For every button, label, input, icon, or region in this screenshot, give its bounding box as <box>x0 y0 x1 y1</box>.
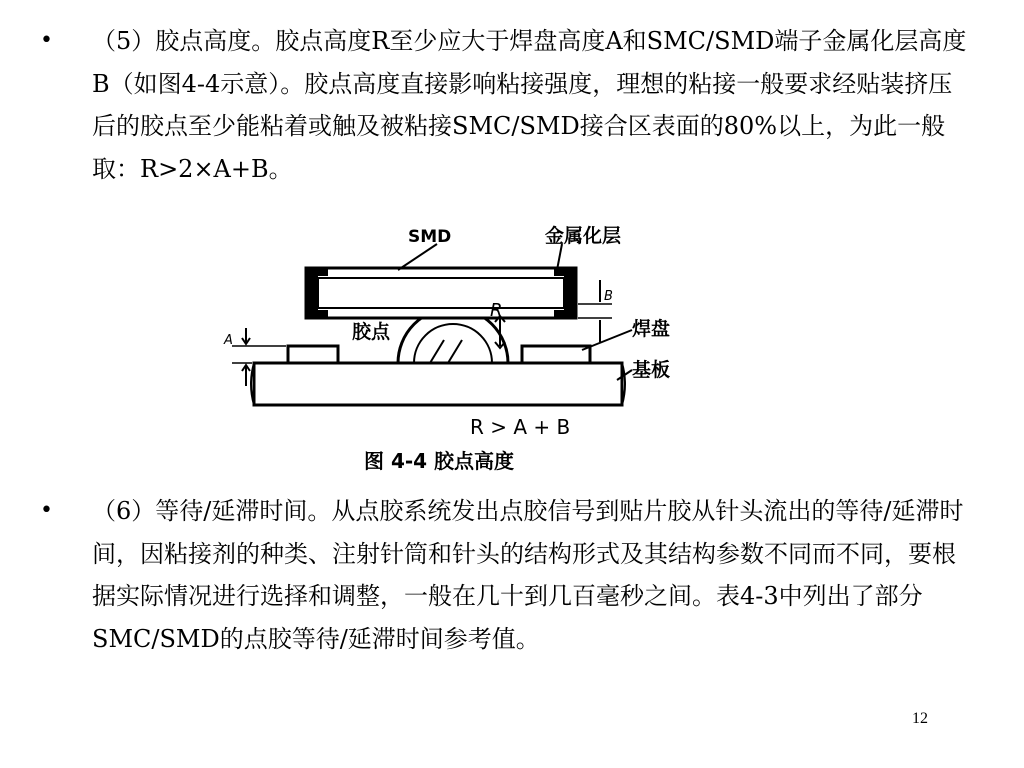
figure-glue-dot-height <box>212 218 712 480</box>
label-b: B <box>604 289 613 304</box>
formula: R > A + B <box>470 415 571 439</box>
figure-caption: 图 4-4 胶点高度 <box>364 449 515 473</box>
bullet-marker: • <box>40 498 53 523</box>
bullet-marker: • <box>40 28 53 53</box>
page-number: 12 <box>912 710 928 727</box>
label-pad: 焊盘 <box>632 318 671 340</box>
bullet-text: （6）等待/延滞时间。从点胶系统发出点胶信号到贴片胶从针头流出的等待/延滞时间，因粘接剂的种类、注射针筒和针头的结构形式及其结构参数不同而不同，要根据实际情况进行选择和调整，一般在几十到几百毫秒之间。表4-3中列出了部分SMC/SMD的点胶等待/延滞时间参考值。 <box>92 497 964 653</box>
label-smd: SMD <box>408 227 452 247</box>
bullet-item-glue-dot-height <box>40 20 980 210</box>
label-r: R <box>490 300 503 321</box>
label-metallization: 金属化层 <box>545 225 622 247</box>
pad-right-shape <box>522 346 590 363</box>
substrate-shape <box>254 363 622 405</box>
label-substrate: 基板 <box>632 359 671 381</box>
label-a: A <box>224 333 233 348</box>
label-glue-dot: 胶点 <box>352 321 391 343</box>
bullet-item-wait-delay-time <box>40 490 980 670</box>
bullet-text: （5）胶点高度。胶点高度R至少应大于焊盘高度A和SMC/SMD端子金属化层高度B（如图4-4示意）。胶点高度直接影响粘接强度，理想的粘接一般要求经贴装挤压后的胶点至少能粘着或触及被粘接SMC/SMD接合区表面的80%以上，为此一般取：R>2×A+B。 <box>92 27 967 183</box>
pad-left-shape <box>288 346 338 363</box>
